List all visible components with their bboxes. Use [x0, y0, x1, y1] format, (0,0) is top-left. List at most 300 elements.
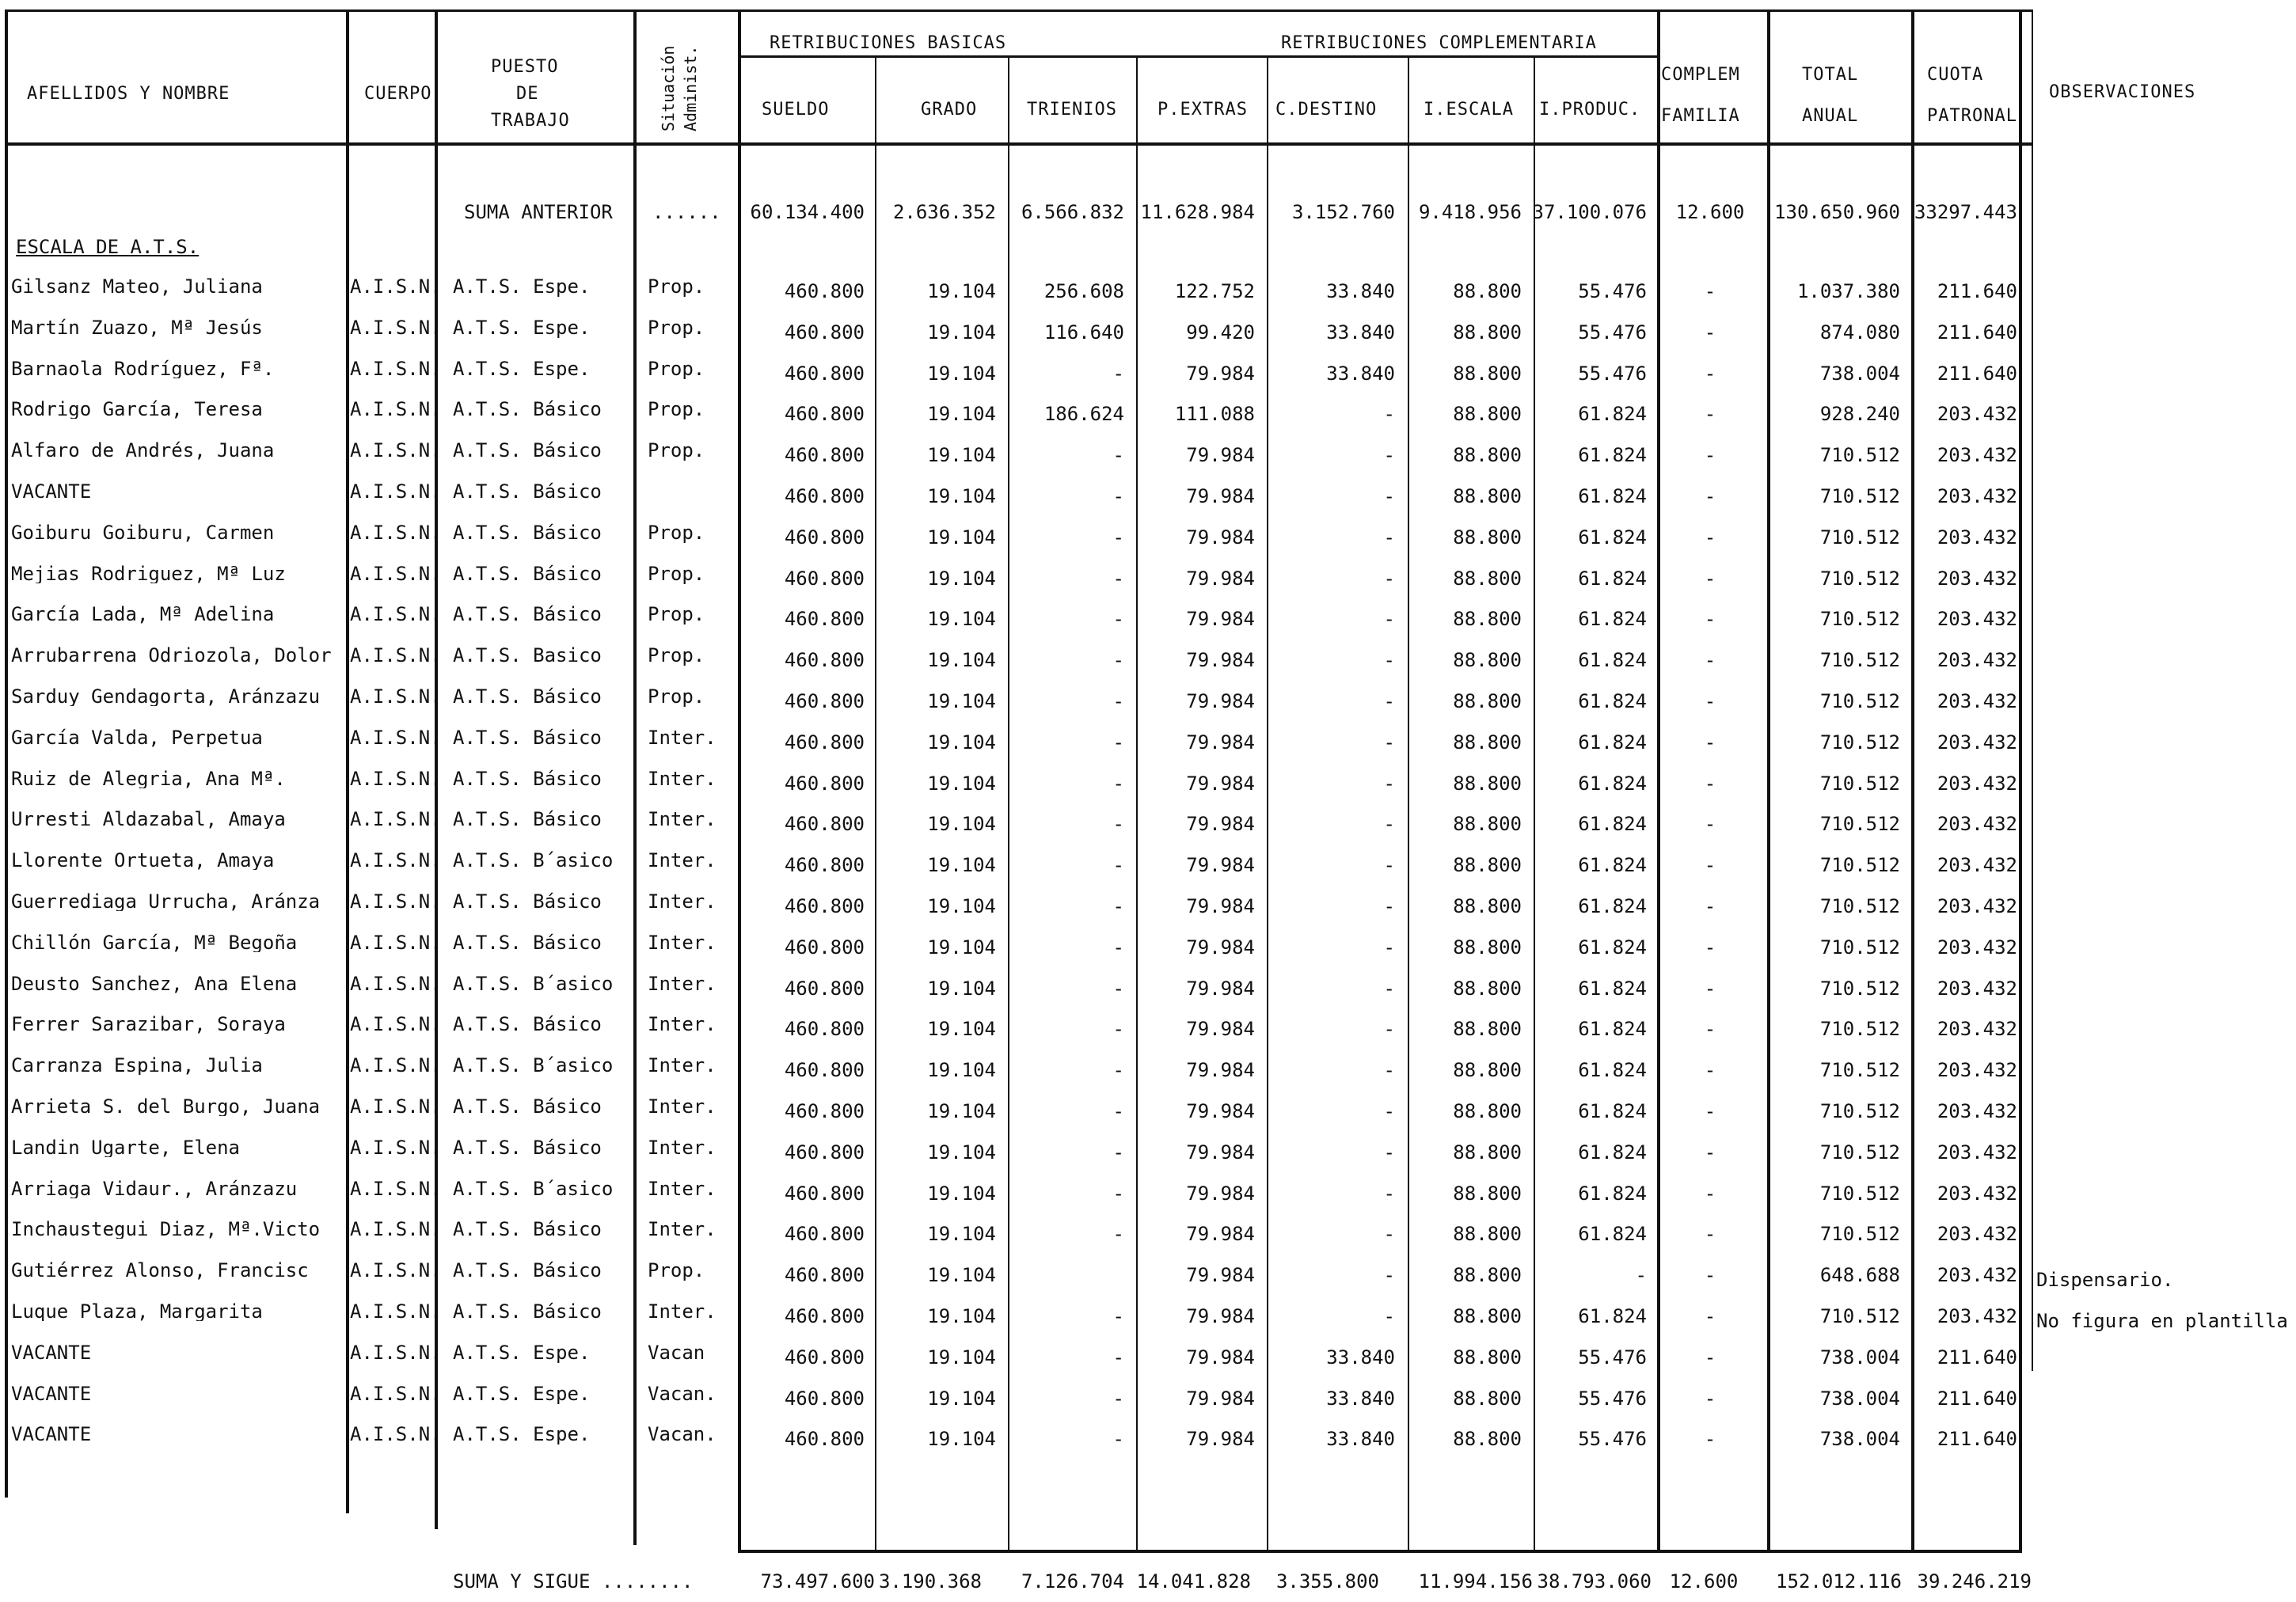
cell-grado: 19.104	[927, 854, 996, 876]
cell-cdestino: -	[1383, 895, 1395, 917]
cell-puesto: A.T.S. Básico	[453, 808, 602, 830]
cell-grado: 19.104	[927, 280, 996, 302]
cell-iproduc: 61.824	[1578, 813, 1647, 835]
cell-complem: -	[1704, 649, 1716, 671]
cell-name: Luque Plaza, Margarita	[11, 1302, 263, 1321]
cell-sueldo: 460.800	[784, 568, 865, 590]
cell-total: 738.004	[1819, 1428, 1900, 1450]
cell-grado: 19.104	[927, 1264, 996, 1286]
cell-puesto: A.T.S. Básico	[453, 480, 602, 503]
cell-iproduc: 55.476	[1578, 1346, 1647, 1369]
cell-cuerpo: A.I.S.N.	[350, 1013, 442, 1035]
cell-cuota: 211.640	[1937, 1346, 2017, 1369]
suma-anterior-trienios: 6.566.832	[1021, 201, 1124, 223]
cell-iproduc: 61.824	[1578, 608, 1647, 630]
col-line	[1136, 55, 1138, 1551]
cell-grado: 19.104	[927, 1388, 996, 1410]
cell-cuota: 203.432	[1937, 1100, 2017, 1122]
cell-pextras: 79.984	[1186, 568, 1255, 590]
cell-sueldo: 460.800	[784, 1264, 865, 1286]
cell-total: 710.512	[1819, 568, 1900, 590]
cell-puesto: A.T.S. B´asico	[453, 849, 614, 871]
cell-total: 710.512	[1819, 978, 1900, 1000]
header-bottom-line	[5, 142, 2033, 146]
cell-cuota: 203.432	[1937, 1059, 2017, 1081]
cell-grado: 19.104	[927, 649, 996, 671]
cell-cdestino: -	[1383, 854, 1395, 876]
cell-iproduc: 61.824	[1578, 978, 1647, 1000]
cell-name: Gilsanz Mateo, Juliana	[11, 277, 263, 296]
cell-iproduc: 55.476	[1578, 280, 1647, 302]
cell-pextras: 79.984	[1186, 978, 1255, 1000]
cell-total: 738.004	[1819, 1388, 1900, 1410]
cell-iproduc: 61.824	[1578, 773, 1647, 795]
cell-cdestino: -	[1383, 1141, 1395, 1164]
cell-situacion: Prop.	[648, 644, 705, 666]
cell-total: 710.512	[1819, 1183, 1900, 1205]
cell-total: 710.512	[1819, 1100, 1900, 1122]
cell-cuerpo: A.I.S.N.	[350, 1259, 442, 1281]
cell-cdestino: 33.840	[1326, 1388, 1395, 1410]
suma-sigue-label: SUMA Y SIGUE ........	[453, 1570, 694, 1593]
cell-total: 710.512	[1819, 444, 1900, 466]
cell-cdestino: -	[1383, 731, 1395, 754]
header-top-line	[5, 9, 2033, 12]
cell-iproduc: 61.824	[1578, 1305, 1647, 1327]
cell-iescala: 88.800	[1453, 1428, 1522, 1450]
cell-cuerpo: A.I.S.N.	[350, 317, 442, 339]
cell-situacion: Prop.	[648, 439, 705, 461]
cell-cuota: 203.432	[1937, 649, 2017, 671]
cell-complem: -	[1704, 1059, 1716, 1081]
cell-situacion: Inter.	[648, 1137, 717, 1159]
cell-cuerpo: A.I.S.N.	[350, 932, 442, 954]
cell-name: Arrubarrena Odriozola, Dolor	[11, 646, 332, 665]
header-grado: GRADO	[921, 100, 978, 120]
cell-sueldo: 460.800	[784, 1305, 865, 1327]
cell-total: 710.512	[1819, 649, 1900, 671]
cell-cdestino: 33.840	[1326, 280, 1395, 302]
cell-grado: 19.104	[927, 1346, 996, 1369]
cell-situacion: Inter.	[648, 1300, 717, 1323]
cell-trienios: -	[1112, 1018, 1124, 1040]
cell-cuerpo: A.I.S.N.	[350, 808, 442, 830]
cell-iproduc: 61.824	[1578, 1183, 1647, 1205]
cell-cdestino: -	[1383, 1183, 1395, 1205]
cell-cuota: 203.432	[1937, 895, 2017, 917]
cell-iescala: 88.800	[1453, 1223, 1522, 1245]
cell-total: 710.512	[1819, 690, 1900, 712]
cell-trienios: -	[1112, 978, 1124, 1000]
cell-pextras: 79.984	[1186, 649, 1255, 671]
cell-cuerpo: A.I.S.N.	[350, 275, 442, 298]
suma-sigue-grado: 3.190.368	[878, 1570, 982, 1593]
cell-name: Barnaola Rodríguez, Fª.	[11, 359, 275, 378]
cell-cuerpo: A.I.S.N.	[350, 890, 442, 913]
cell-pextras: 79.984	[1186, 1346, 1255, 1369]
cell-pextras: 79.984	[1186, 1100, 1255, 1122]
cell-situacion: Prop.	[648, 563, 705, 585]
cell-name: García Valda, Perpetua	[11, 728, 263, 747]
cell-grado: 19.104	[927, 773, 996, 795]
cell-situacion: Prop.	[648, 317, 705, 339]
cell-cuota: 203.432	[1937, 608, 2017, 630]
cell-sueldo: 460.800	[784, 731, 865, 754]
suma-sigue-cuota: 39.246.219	[1917, 1570, 2032, 1593]
cell-cuerpo: A.I.S.N.	[350, 358, 442, 380]
cell-cuerpo: A.I.S.N.	[350, 1054, 442, 1076]
suma-sigue-complem: 12.600	[1669, 1570, 1739, 1593]
cell-iescala: 88.800	[1453, 773, 1522, 795]
cell-sueldo: 460.800	[784, 649, 865, 671]
cell-name: Ruiz de Alegria, Ana Mª.	[11, 769, 286, 788]
cell-observaciones: Dispensario.	[2036, 1269, 2174, 1291]
cell-total: 738.004	[1819, 1346, 1900, 1369]
cell-situacion: Inter.	[648, 973, 717, 995]
col-line	[1408, 55, 1409, 1551]
cell-cdestino: -	[1383, 978, 1395, 1000]
cell-trienios: -	[1112, 1141, 1124, 1164]
cell-cdestino: -	[1383, 773, 1395, 795]
cell-puesto: A.T.S. Espe.	[453, 317, 591, 339]
cell-name: Arriaga Vidaur., Aránzazu	[11, 1179, 298, 1198]
cell-trienios: -	[1112, 813, 1124, 835]
cell-puesto: A.T.S. B´asico	[453, 1178, 614, 1200]
cell-iescala: 88.800	[1453, 978, 1522, 1000]
cell-total: 928.240	[1819, 403, 1900, 425]
cell-name: VACANTE	[11, 482, 92, 501]
cell-complem: -	[1704, 1388, 1716, 1410]
cell-sueldo: 460.800	[784, 813, 865, 835]
group-line	[739, 55, 1659, 58]
cell-iproduc: 61.824	[1578, 690, 1647, 712]
cell-cuerpo: A.I.S.N.	[350, 727, 442, 749]
cell-sueldo: 460.800	[784, 280, 865, 302]
header-situacion-2: Administ.	[681, 45, 700, 131]
cell-complem: -	[1704, 403, 1716, 425]
col-line	[2032, 9, 2033, 1371]
cell-trienios: -	[1112, 1100, 1124, 1122]
cell-situacion: Prop.	[648, 1259, 705, 1281]
cell-situacion: Prop.	[648, 398, 705, 420]
cell-iescala: 88.800	[1453, 526, 1522, 549]
cell-pextras: 122.752	[1174, 280, 1255, 302]
cell-sueldo: 460.800	[784, 936, 865, 959]
cell-iproduc: 61.824	[1578, 895, 1647, 917]
cell-cuerpo: A.I.S.N.	[350, 1095, 442, 1118]
cell-cuerpo: A.I.S.N.	[350, 480, 442, 503]
cell-trienios: -	[1112, 854, 1124, 876]
cell-name: Mejias Rodriguez, Mª Luz	[11, 564, 286, 583]
section-title: ESCALA DE A.T.S.	[16, 236, 200, 258]
cell-iescala: 88.800	[1453, 280, 1522, 302]
cell-puesto: A.T.S. Básico	[453, 563, 602, 585]
cell-trienios: -	[1112, 1223, 1124, 1245]
cell-trienios: 186.624	[1043, 403, 1124, 425]
cell-pextras: 79.984	[1186, 813, 1255, 835]
cell-cdestino: -	[1383, 690, 1395, 712]
suma-anterior-cuota: 33297.443	[1914, 201, 2017, 223]
header-cdestino: C.DESTINO	[1275, 100, 1378, 120]
cell-situacion: Inter.	[648, 1095, 717, 1118]
cell-total: 710.512	[1819, 1059, 1900, 1081]
cell-puesto: A.T.S. Básico	[453, 522, 602, 544]
cell-puesto: A.T.S. Básico	[453, 398, 602, 420]
cell-sueldo: 460.800	[784, 403, 865, 425]
cell-situacion: Inter.	[648, 808, 717, 830]
header-puesto-1: PUESTO	[491, 57, 559, 77]
cell-trienios: -	[1112, 936, 1124, 959]
cell-cdestino: -	[1383, 1018, 1395, 1040]
cell-trienios: -	[1112, 568, 1124, 590]
cell-name: Ferrer Sarazibar, Soraya	[11, 1015, 286, 1034]
header-total-2: ANUAL	[1802, 106, 1859, 126]
cell-iescala: 88.800	[1453, 608, 1522, 630]
cell-pextras: 79.984	[1186, 485, 1255, 507]
cell-grado: 19.104	[927, 936, 996, 959]
cell-complem: -	[1704, 1183, 1716, 1205]
cell-name: García Lada, Mª Adelina	[11, 605, 275, 624]
cell-cdestino: -	[1383, 1264, 1395, 1286]
cell-trienios: 256.608	[1043, 280, 1124, 302]
cell-grado: 19.104	[927, 978, 996, 1000]
cell-complem: -	[1704, 526, 1716, 549]
suma-anterior-total: 130.650.960	[1774, 201, 1900, 223]
cell-cuota: 203.432	[1937, 978, 2017, 1000]
suma-anterior-grado: 2.636.352	[892, 201, 996, 223]
cell-complem: -	[1704, 444, 1716, 466]
cell-cdestino: -	[1383, 813, 1395, 835]
cell-iproduc: 61.824	[1578, 1059, 1647, 1081]
cell-grado: 19.104	[927, 690, 996, 712]
suma-sigue-total: 152.012.116	[1776, 1570, 1902, 1593]
cell-grado: 19.104	[927, 1183, 996, 1205]
cell-cuerpo: A.I.S.N.	[350, 849, 442, 871]
cell-pextras: 79.984	[1186, 608, 1255, 630]
col-line	[2019, 9, 2022, 1553]
cell-trienios: -	[1112, 1388, 1124, 1410]
cell-pextras: 79.984	[1186, 1428, 1255, 1450]
cell-iproduc: 61.824	[1578, 1141, 1647, 1164]
cell-cdestino: -	[1383, 568, 1395, 590]
col-line	[346, 9, 349, 1513]
cell-pextras: 79.984	[1186, 444, 1255, 466]
cell-situacion: Prop.	[648, 358, 705, 380]
cell-complem: -	[1704, 690, 1716, 712]
cell-puesto: A.T.S. Básico	[453, 1095, 602, 1118]
cell-cuerpo: A.I.S.N.	[350, 1423, 442, 1445]
cell-pextras: 79.984	[1186, 1305, 1255, 1327]
cell-iescala: 88.800	[1453, 1059, 1522, 1081]
cell-puesto: A.T.S. Básico	[453, 890, 602, 913]
cell-pextras: 79.984	[1186, 1183, 1255, 1205]
cell-iproduc: 61.824	[1578, 731, 1647, 754]
cell-trienios: -	[1112, 526, 1124, 549]
cell-sueldo: 460.800	[784, 485, 865, 507]
cell-sueldo: 460.800	[784, 1346, 865, 1369]
cell-sueldo: 460.800	[784, 1141, 865, 1164]
cell-grado: 19.104	[927, 1223, 996, 1245]
cell-situacion: Inter.	[648, 1178, 717, 1200]
cell-grado: 19.104	[927, 1141, 996, 1164]
suma-anterior-iescala: 9.418.956	[1418, 201, 1522, 223]
cell-grado: 19.104	[927, 321, 996, 344]
cell-cuota: 203.432	[1937, 444, 2017, 466]
cell-situacion: Inter.	[648, 1218, 717, 1240]
cell-name: Alfaro de Andrés, Juana	[11, 441, 275, 460]
suma-anterior-dots: ......	[652, 201, 721, 223]
cell-iescala: 88.800	[1453, 1305, 1522, 1327]
cell-cuota: 203.432	[1937, 568, 2017, 590]
cell-situacion: Inter.	[648, 727, 717, 749]
cell-name: Inchaustegui Diaz, Mª.Victo	[11, 1220, 321, 1239]
cell-complem: -	[1704, 1141, 1716, 1164]
cell-pextras: 79.984	[1186, 895, 1255, 917]
cell-grado: 19.104	[927, 1428, 996, 1450]
cell-pextras: 79.984	[1186, 1141, 1255, 1164]
cell-total: 710.512	[1819, 773, 1900, 795]
cell-complem: -	[1704, 854, 1716, 876]
cell-cuerpo: A.I.S.N.	[350, 973, 442, 995]
cell-puesto: A.T.S. Básico	[453, 727, 602, 749]
cell-cdestino: 33.840	[1326, 363, 1395, 385]
cell-cuota: 203.432	[1937, 1183, 2017, 1205]
cell-sueldo: 460.800	[784, 773, 865, 795]
cell-cdestino: -	[1383, 608, 1395, 630]
cell-sueldo: 460.800	[784, 1059, 865, 1081]
cell-trienios: -	[1112, 773, 1124, 795]
cell-puesto: A.T.S. Basico	[453, 644, 602, 666]
cell-iescala: 88.800	[1453, 444, 1522, 466]
cell-iescala: 88.800	[1453, 363, 1522, 385]
cell-cuerpo: A.I.S.N.	[350, 563, 442, 585]
cell-pextras: 111.088	[1174, 403, 1255, 425]
cell-grado: 19.104	[927, 1100, 996, 1122]
cell-trienios: -	[1112, 731, 1124, 754]
cell-cuerpo: A.I.S.N.	[350, 439, 442, 461]
cell-cdestino: -	[1383, 526, 1395, 549]
cell-name: Landin Ugarte, Elena	[11, 1138, 240, 1157]
col-line	[1534, 55, 1535, 1551]
header-basicas-group: RETRIBUCIONES BASICAS	[770, 33, 1007, 53]
cell-complem: -	[1704, 485, 1716, 507]
cell-complem: -	[1704, 568, 1716, 590]
cell-cuota: 203.432	[1937, 1223, 2017, 1245]
suma-sigue-iproduc: 38.793.060	[1537, 1570, 1652, 1593]
cell-sueldo: 460.800	[784, 1183, 865, 1205]
cell-name: Deusto Sanchez, Ana Elena	[11, 974, 298, 993]
cell-name: Goiburu Goiburu, Carmen	[11, 523, 275, 542]
cell-complem: -	[1704, 321, 1716, 344]
cell-iproduc: 61.824	[1578, 1100, 1647, 1122]
cell-grado: 19.104	[927, 363, 996, 385]
header-sueldo: SUELDO	[762, 100, 830, 120]
header-puesto-2: DE	[516, 84, 539, 104]
cell-cuota: 211.640	[1937, 363, 2017, 385]
cell-cdestino: -	[1383, 1305, 1395, 1327]
cell-pextras: 79.984	[1186, 1264, 1255, 1286]
header-cuota-1: CUOTA	[1927, 65, 1984, 85]
cell-cuota: 203.432	[1937, 731, 2017, 754]
totals-line	[738, 1550, 2022, 1553]
cell-total: 710.512	[1819, 813, 1900, 835]
cell-cuerpo: A.I.S.N.	[350, 1137, 442, 1159]
cell-pextras: 79.984	[1186, 773, 1255, 795]
suma-anterior-label: SUMA ANTERIOR	[464, 201, 613, 223]
cell-puesto: A.T.S. Espe.	[453, 358, 591, 380]
cell-puesto: A.T.S. B´asico	[453, 1054, 614, 1076]
cell-total: 710.512	[1819, 1018, 1900, 1040]
cell-cdestino: -	[1383, 1223, 1395, 1245]
cell-grado: 19.104	[927, 403, 996, 425]
cell-situacion: Prop.	[648, 522, 705, 544]
cell-iproduc: 55.476	[1578, 321, 1647, 344]
cell-puesto: A.T.S. Básico	[453, 439, 602, 461]
header-trienios: TRIENIOS	[1027, 100, 1117, 120]
cell-iproduc: 55.476	[1578, 1388, 1647, 1410]
cell-cuota: 211.640	[1937, 1428, 2017, 1450]
cell-cuerpo: A.I.S.N.	[350, 644, 442, 666]
cell-trienios: -	[1112, 1428, 1124, 1450]
cell-cdestino: 33.840	[1326, 1346, 1395, 1369]
cell-iescala: 88.800	[1453, 1100, 1522, 1122]
cell-sueldo: 460.800	[784, 978, 865, 1000]
cell-pextras: 79.984	[1186, 526, 1255, 549]
cell-cdestino: 33.840	[1326, 1428, 1395, 1450]
suma-anterior-complem: 12.600	[1675, 201, 1745, 223]
cell-complem: -	[1704, 1305, 1716, 1327]
suma-anterior-iproduc: 37.100.076	[1532, 201, 1647, 223]
cell-total: 874.080	[1819, 321, 1900, 344]
cell-iproduc: 61.824	[1578, 526, 1647, 549]
suma-anterior-cdestino: 3.152.760	[1291, 201, 1395, 223]
cell-trienios: -	[1112, 1305, 1124, 1327]
cell-complem: -	[1704, 1428, 1716, 1450]
cell-situacion: Inter.	[648, 932, 717, 954]
cell-iproduc: 61.824	[1578, 568, 1647, 590]
cell-sueldo: 460.800	[784, 1428, 865, 1450]
cell-puesto: A.T.S. Espe.	[453, 1383, 591, 1405]
col-line	[875, 55, 876, 1551]
cell-iescala: 88.800	[1453, 854, 1522, 876]
cell-cuerpo: A.I.S.N.	[350, 522, 442, 544]
cell-name: VACANTE	[11, 1425, 92, 1444]
cell-cdestino: -	[1383, 403, 1395, 425]
cell-sueldo: 460.800	[784, 1018, 865, 1040]
cell-complem: -	[1704, 1100, 1716, 1122]
cell-name: Llorente Ortueta, Amaya	[11, 851, 275, 870]
cell-puesto: A.T.S. Espe.	[453, 1342, 591, 1364]
cell-total: 1.037.380	[1796, 280, 1900, 302]
cell-cuota: 203.432	[1937, 854, 2017, 876]
cell-cdestino: -	[1383, 444, 1395, 466]
cell-iproduc: 55.476	[1578, 1428, 1647, 1450]
cell-cuerpo: A.I.S.N.	[350, 768, 442, 790]
cell-cuerpo: A.I.S.N.	[350, 1383, 442, 1405]
cell-puesto: A.T.S. Básico	[453, 1218, 602, 1240]
cell-sueldo: 460.800	[784, 321, 865, 344]
cell-puesto: A.T.S. Básico	[453, 932, 602, 954]
cell-pextras: 79.984	[1186, 854, 1255, 876]
cell-situacion: Prop.	[648, 685, 705, 708]
cell-cuota: 203.432	[1937, 1141, 2017, 1164]
col-line	[1008, 55, 1009, 1551]
cell-complem: -	[1704, 773, 1716, 795]
cell-cuota: 203.432	[1937, 773, 2017, 795]
header-cuerpo: CUERPO	[364, 84, 432, 104]
suma-sigue-sueldo: 73.497.600	[760, 1570, 875, 1593]
cell-iproduc: 61.824	[1578, 403, 1647, 425]
